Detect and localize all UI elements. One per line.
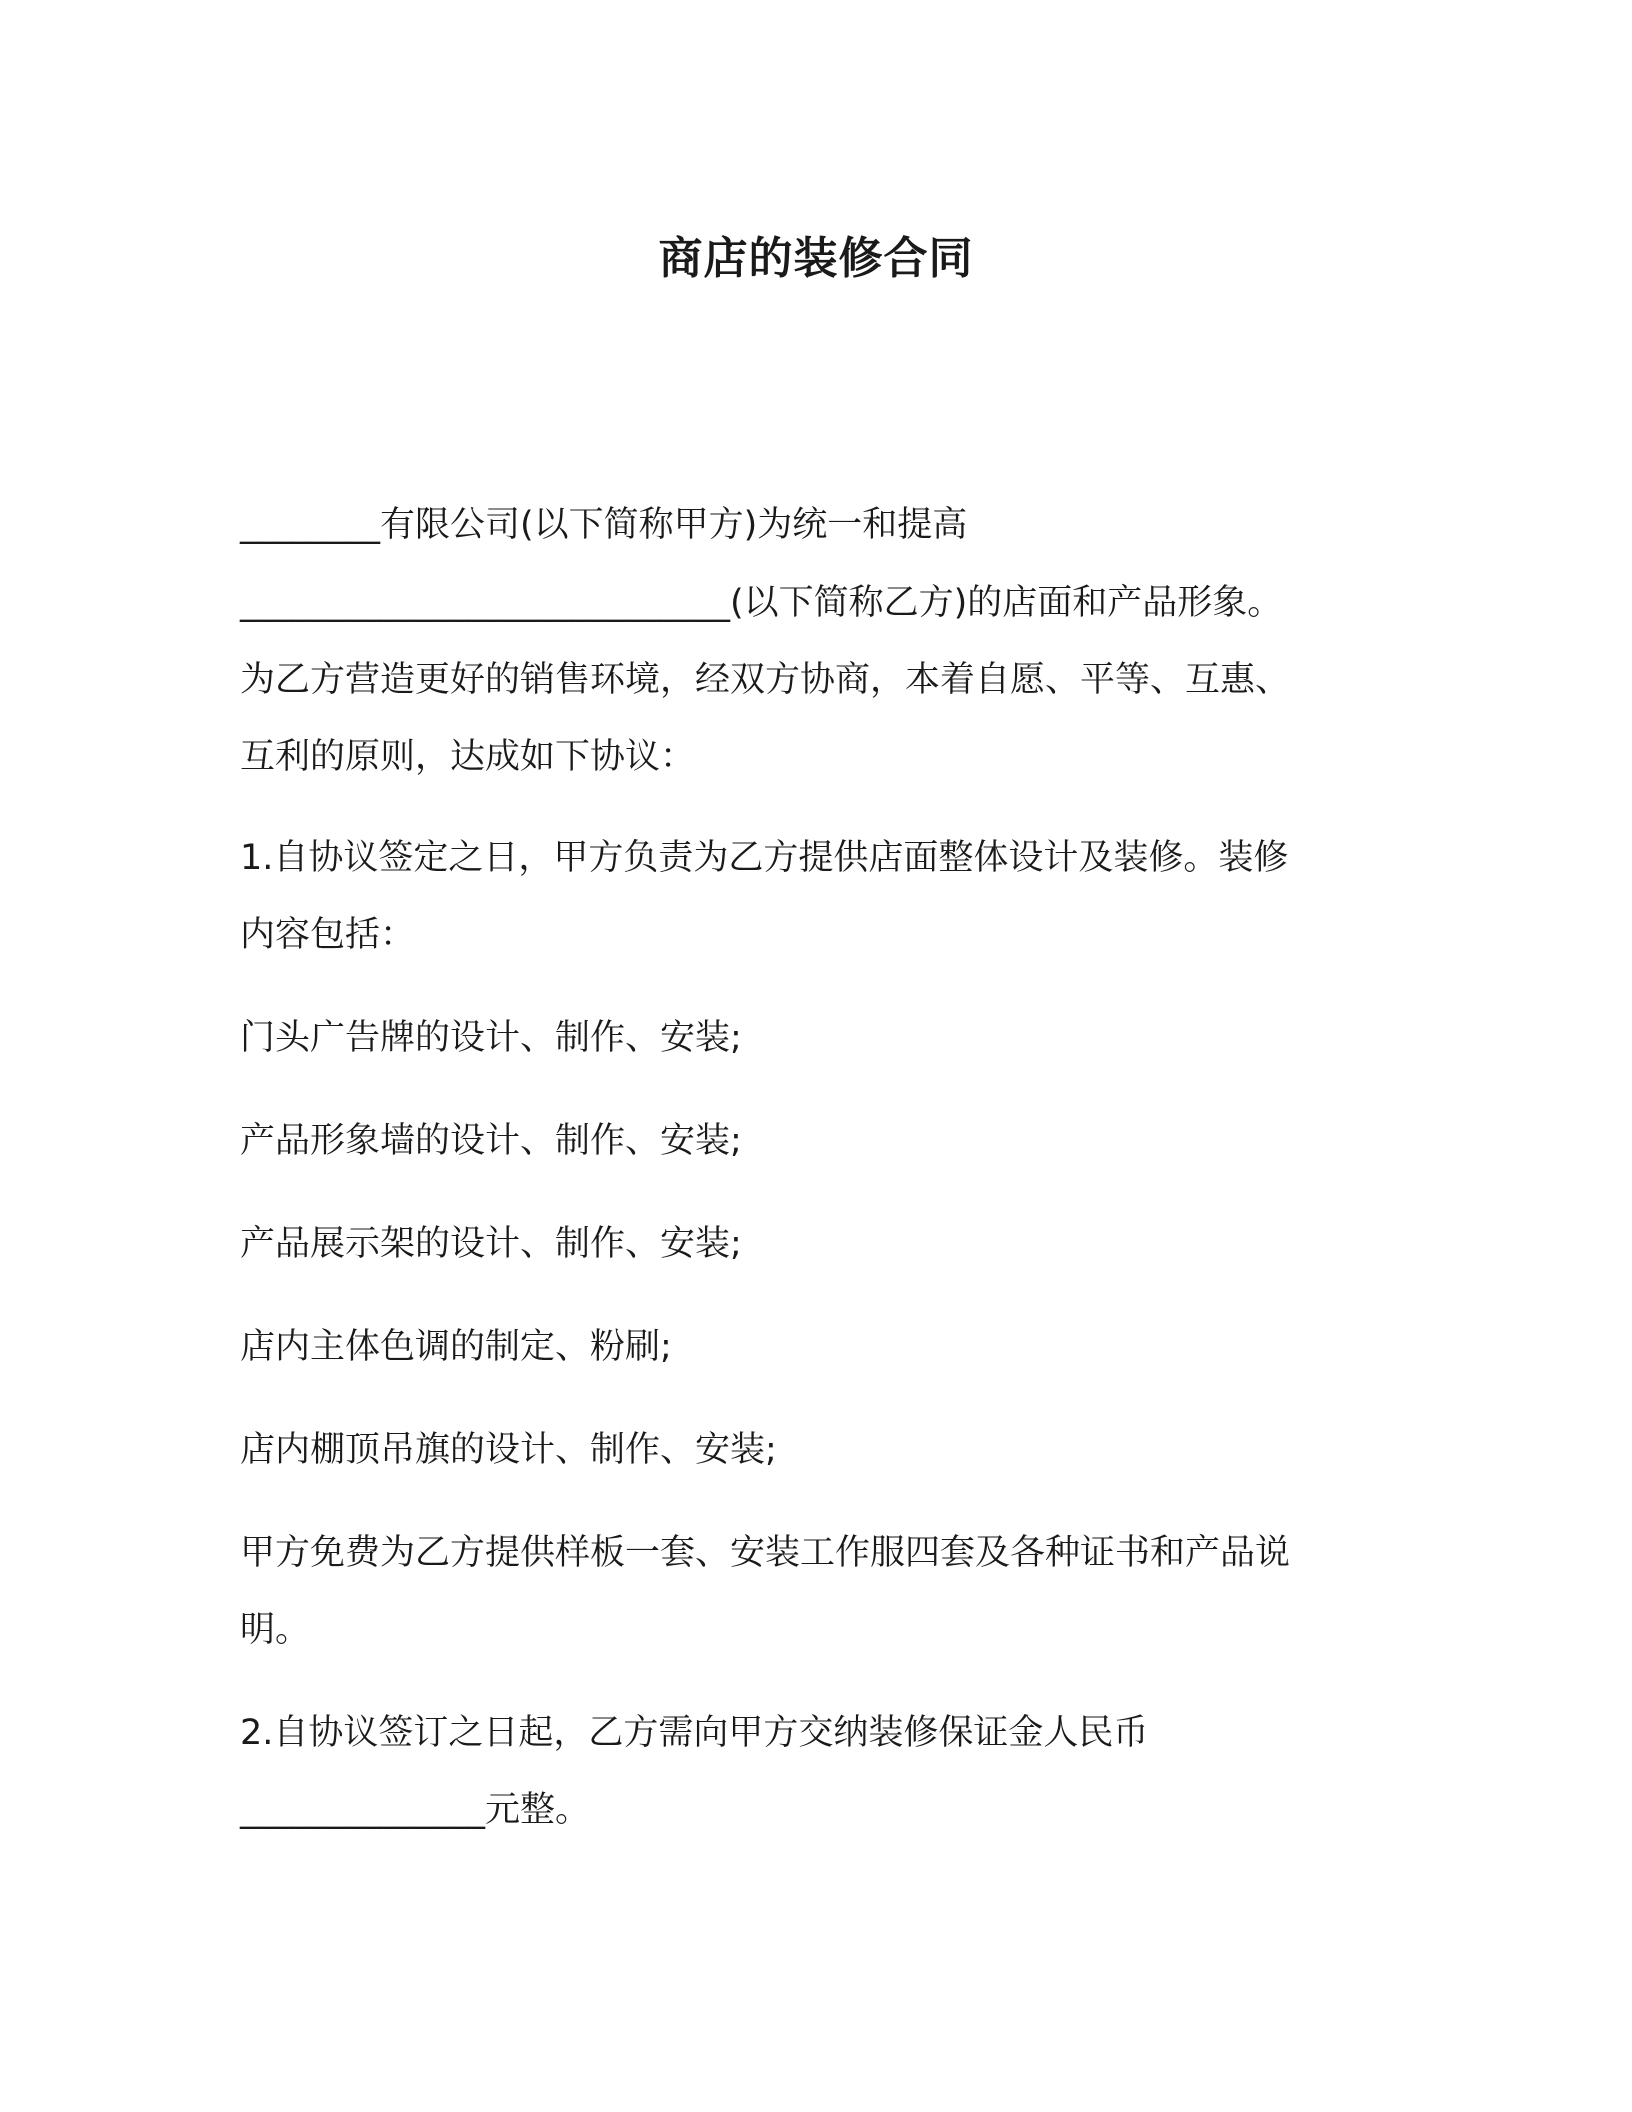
list-item: 产品展示架的设计、制作、安装; [240, 1224, 742, 1264]
list-item: 店内棚顶吊旗的设计、制作、安装; [240, 1430, 777, 1470]
paragraph-line: 为乙方营造更好的销售环境，经双方协商，本着自愿、平等、互惠、 [240, 660, 1291, 700]
document-title: 商店的装修合同 [658, 233, 974, 284]
paragraph-line: ________有限公司(以下简称甲方)为统一和提高 [240, 505, 968, 545]
clause-2-line: 2.自协议签订之日起，乙方需向甲方交纳装修保证金人民币 [240, 1713, 1149, 1753]
list-item: 店内主体色调的制定、粉刷; [240, 1327, 672, 1367]
paragraph-line: 明。 [240, 1610, 311, 1650]
clause-1-line: 内容包括： [240, 915, 416, 955]
paragraph-line: ____________________________(以下简称乙方)的店面和产品形象。 [240, 583, 1283, 623]
paragraph-line: 互利的原则，达成如下协议： [240, 737, 696, 777]
paragraph-line: 甲方免费为乙方提供样板一套、安装工作服四套及各种证书和产品说 [240, 1533, 1291, 1573]
clause-1-line: 1.自协议签定之日，甲方负责为乙方提供店面整体设计及装修。装修 [240, 838, 1289, 878]
list-item: 门头广告牌的设计、制作、安装; [240, 1018, 742, 1058]
clause-2-line: ______________元整。 [240, 1790, 591, 1830]
list-item: 产品形象墙的设计、制作、安装; [240, 1121, 742, 1161]
